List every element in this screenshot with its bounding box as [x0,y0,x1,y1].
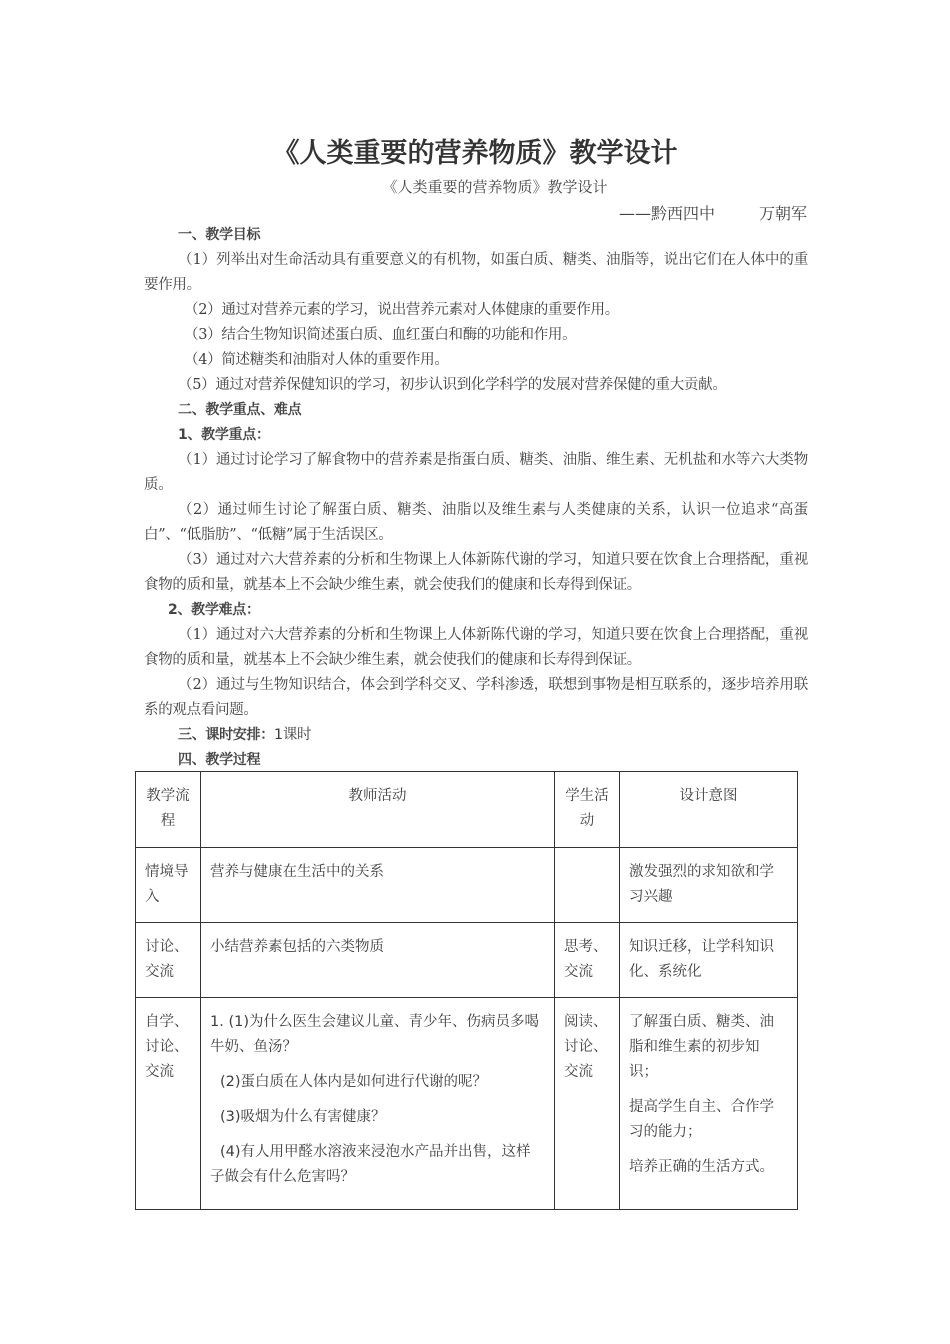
intent-3: 培养正确的生活方式。 [629,1159,774,1175]
difficult-point-1: （1）通过对六大营养素的分析和生物课上人体新陈代谢的学习，知道只要在饮食上合理搭配，重视食物的质和量，就基本上不会缺少维生素，就会使我们的健康和长寿得到保证。 [144,627,808,668]
goal-2: （2）通过对营养元素的学习，说出营养元素对人体健康的重要作用。 [184,302,619,318]
author-school: ——黔西四中 [618,204,715,223]
author-name: 万朝军 [758,204,807,223]
goal-4: （4）简述糖类和油脂对人体的重要作用。 [184,352,449,368]
difficult-points-subheading: 2、教学难点： [168,602,260,618]
document-title: 《人类重要的营养物质》教学设计 [272,138,678,169]
question-2: (2)蛋白质在人体内是如何进行代谢的呢？ [220,1074,488,1090]
row1-student [555,848,620,923]
document-body [144,223,808,773]
row1-intent: 激发强烈的求知欲和学习兴趣 [620,848,798,923]
row3-teacher [201,998,555,1210]
row2-teacher: 小结营养素包括的六类物质 [201,923,555,998]
goal-3: （3）结合生物知识简述蛋白质、血红蛋白和酶的功能和作用。 [184,327,577,343]
intent-2: 提高学生自主、合作学习的能力； [629,1099,774,1140]
time-line [144,723,808,748]
time-value: 1课时 [273,727,312,743]
goal-5: （5）通过对营养保健知识的学习，初步认识到化学科学的发展对营养保健的重大贡献。 [178,377,727,393]
intent-1: 了解蛋白质、糖类、油脂和维生素的初步知识； [629,1014,774,1080]
header-intent: 设计意图 [620,772,798,848]
goal-1: （1）列举出对生命活动具有重要意义的有机物，如蛋白质、糖类、油脂等，说出它们在人体中的重要作用。 [144,252,808,293]
row2-student: 思考、交流 [555,923,620,998]
row2-intent: 知识迁移，让学科知识化、系统化 [620,923,798,998]
author-line [619,201,807,224]
row2-flow: 讨论、交流 [136,923,201,998]
row3-intent [620,998,798,1210]
key-point-1: （1）通过讨论学习了解食物中的营养素是指蛋白质、糖类、油脂、维生素、无机盐和水等六大类物质。 [144,452,808,493]
question-1: 1. (1)为什么医生会建议儿童、青少年、伤病员多喝牛奶、鱼汤？ [210,1014,539,1055]
question-4: (4)有人用甲醛水溶液来浸泡水产品并出售，这样子做会有什么危害吗？ [210,1144,531,1185]
question-3: (3)吸烟为什么有害健康？ [220,1109,386,1125]
header-student: 学生活动 [555,772,620,848]
table-row [136,998,798,1210]
key-points-subheading: 1、教学重点： [178,427,270,443]
key-point-3: （3）通过对六大营养素的分析和生物课上人体新陈代谢的学习，知道只要在饮食上合理搭配，重视食物的质和量，就基本上不会缺少维生素，就会使我们的健康和长寿得到保证。 [144,552,808,593]
header-flow: 教学流程 [136,772,201,848]
row3-flow: 自学、讨论、交流 [136,998,201,1210]
row1-flow: 情境导入 [136,848,201,923]
table-header-row [136,772,798,848]
document-subtitle: 《人类重要的营养物质》教学设计 [382,178,608,196]
process-heading: 四、教学过程 [178,752,261,768]
row3-student: 阅读、讨论、交流 [555,998,620,1210]
time-heading: 三、课时安排： [178,727,274,743]
process-table [135,771,798,1210]
table-row [136,848,798,923]
key-point-2: （2）通过师生讨论了解蛋白质、糖类、油脂以及维生素与人类健康的关系，认识一位追求“高蛋白”、“低脂肪”、“低糖”属于生活误区。 [144,502,808,543]
header-teacher: 教师活动 [201,772,555,848]
table-row [136,923,798,998]
goals-heading: 一、教学目标 [178,227,261,243]
difficult-point-2: （2）通过与生物知识结合，体会到学科交叉、学科渗透，联想到事物是相互联系的，逐步培养用联系的观点看问题。 [144,677,808,718]
row1-teacher: 营养与健康在生活中的关系 [201,848,555,923]
key-difficult-heading: 二、教学重点、难点 [178,402,302,418]
